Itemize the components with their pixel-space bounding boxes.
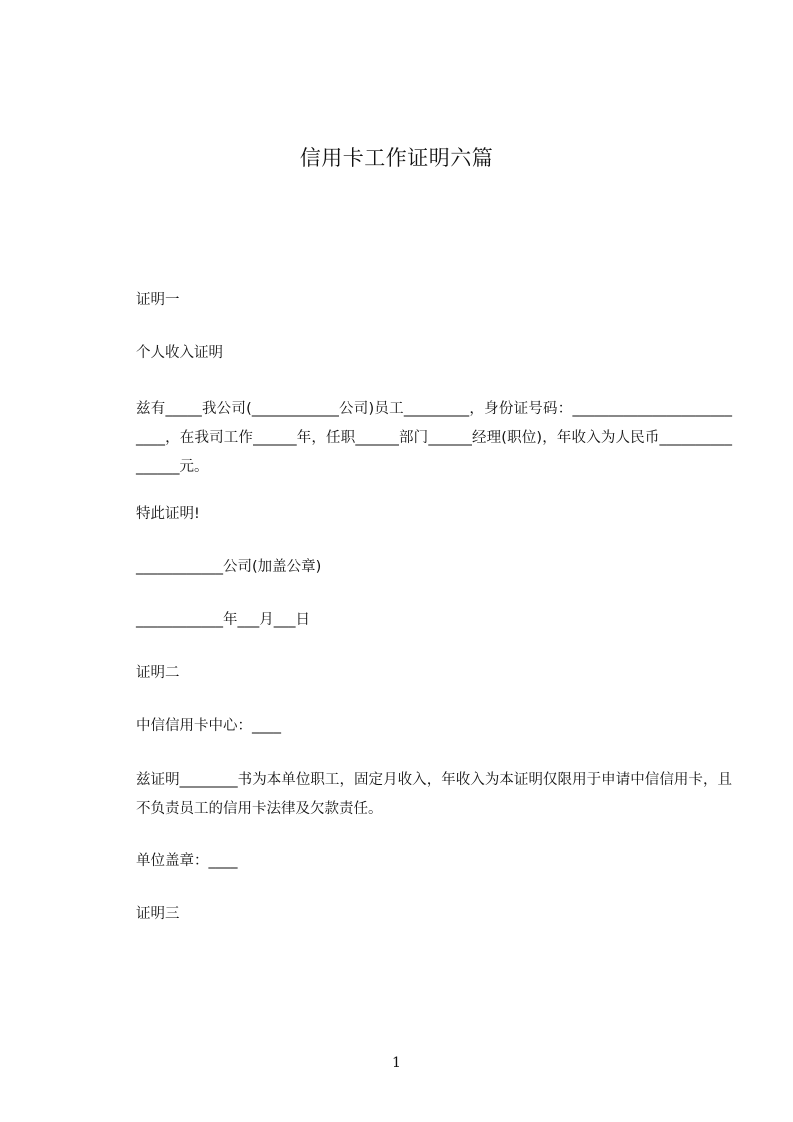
document-title: 信用卡工作证明六篇 <box>299 146 494 170</box>
section-heading-1: 证明一 <box>136 292 180 308</box>
company-seal-line: ____________公司(加盖公章) <box>136 559 322 575</box>
section-heading-3: 证明三 <box>136 906 180 922</box>
page-number: 1 <box>392 1055 401 1071</box>
recipient-line: 中信信用卡中心：____ <box>136 718 281 734</box>
date-line: ____________年___月___日 <box>136 612 310 628</box>
section-heading-2: 证明二 <box>136 665 180 681</box>
paragraph-income-statement: 兹有_____我公司(____________公司)员工_________，身份证号码：__________________________，在我司工作______年，任职______部门______经理(职位)，年收入为人民币________________元。 <box>136 401 732 475</box>
subheading-income-proof: 个人收入证明 <box>136 345 223 361</box>
paragraph-certify: 特此证明! <box>136 506 200 522</box>
unit-seal-line: 单位盖章：____ <box>136 853 238 869</box>
paragraph-employment-statement: 兹证明________书为本单位职工，固定月收入，年收入为本证明仅限用于申请中信信用卡，且不负责员工的信用卡法律及欠款责任。 <box>136 772 732 817</box>
